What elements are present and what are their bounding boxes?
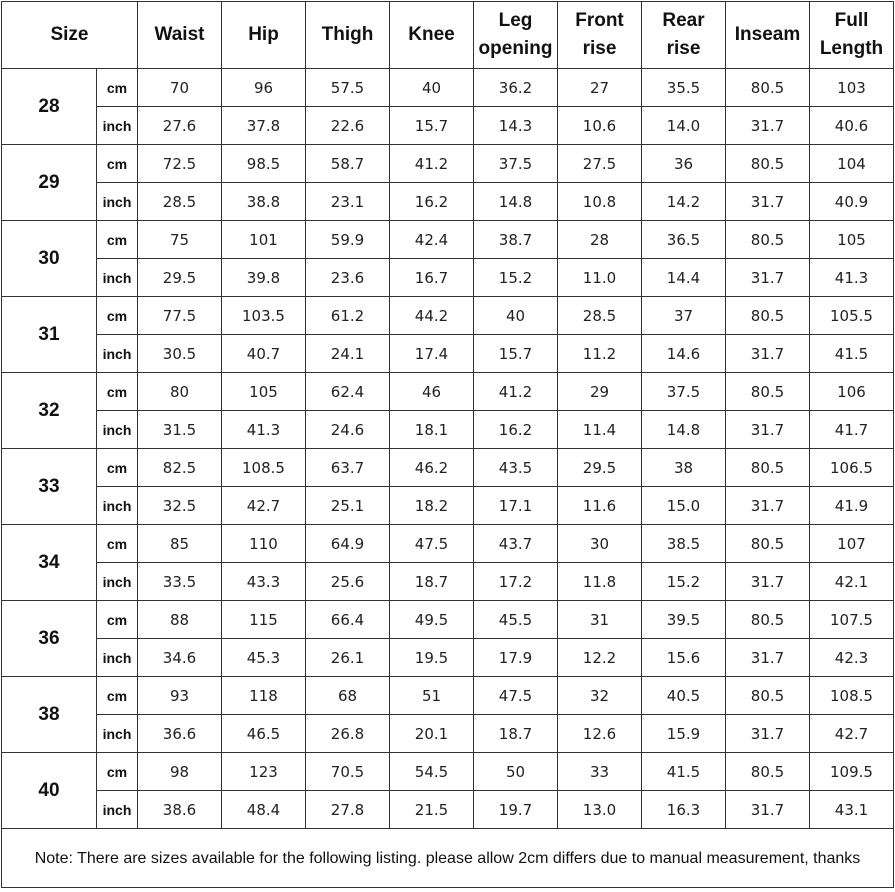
measurement-cell: 103.5 <box>222 297 306 335</box>
measurement-cell: 31.7 <box>726 487 810 525</box>
measurement-cell: 25.6 <box>306 563 390 601</box>
measurement-cell: 27.6 <box>138 107 222 145</box>
measurement-cell: 15.2 <box>474 259 558 297</box>
unit-label: inch <box>97 183 138 221</box>
measurement-cell: 48.4 <box>222 791 306 829</box>
unit-label: inch <box>97 487 138 525</box>
measurement-cell: 96 <box>222 69 306 107</box>
header-size: Size <box>2 2 138 69</box>
measurement-cell: 43.3 <box>222 563 306 601</box>
table-row <box>2 145 894 183</box>
measurement-cell: 31.7 <box>726 791 810 829</box>
table-row <box>2 753 894 791</box>
measurement-cell: 24.6 <box>306 411 390 449</box>
measurement-cell: 43.1 <box>810 791 894 829</box>
measurement-cell: 70 <box>138 69 222 107</box>
header-full-length-line1: Full <box>834 10 869 31</box>
measurement-cell: 13.0 <box>558 791 642 829</box>
unit-label: cm <box>97 753 138 791</box>
measurement-cell: 28 <box>558 221 642 259</box>
measurement-cell: 22.6 <box>306 107 390 145</box>
measurement-cell: 42.7 <box>810 715 894 753</box>
measurement-cell: 18.7 <box>474 715 558 753</box>
measurement-cell: 21.5 <box>390 791 474 829</box>
measurement-cell: 80.5 <box>726 373 810 411</box>
header-front-rise-line2: rise <box>582 38 617 59</box>
measurement-cell: 123 <box>222 753 306 791</box>
measurement-cell: 70.5 <box>306 753 390 791</box>
measurement-cell: 17.9 <box>474 639 558 677</box>
measurement-cell: 41.9 <box>810 487 894 525</box>
size-label: 28 <box>2 69 97 145</box>
measurement-cell: 14.4 <box>642 259 726 297</box>
measurement-cell: 18.7 <box>390 563 474 601</box>
measurement-cell: 15.6 <box>642 639 726 677</box>
measurement-cell: 42.7 <box>222 487 306 525</box>
measurement-cell: 18.2 <box>390 487 474 525</box>
measurement-cell: 33 <box>558 753 642 791</box>
header-rear-rise <box>642 2 726 69</box>
unit-label: cm <box>97 677 138 715</box>
measurement-cell: 41.2 <box>474 373 558 411</box>
measurement-cell: 108.5 <box>222 449 306 487</box>
measurement-cell: 98 <box>138 753 222 791</box>
measurement-cell: 98.5 <box>222 145 306 183</box>
measurement-cell: 38.8 <box>222 183 306 221</box>
note-text: Note: There are sizes available for the following listing. please allow 2cm differs due to manual measurement, thanks <box>2 829 894 888</box>
table-row <box>2 297 894 335</box>
measurement-cell: 107.5 <box>810 601 894 639</box>
size-label: 33 <box>2 449 97 525</box>
measurement-cell: 93 <box>138 677 222 715</box>
size-chart-table <box>1 1 894 888</box>
measurement-cell: 19.7 <box>474 791 558 829</box>
unit-label: cm <box>97 525 138 563</box>
measurement-cell: 108.5 <box>810 677 894 715</box>
table-row <box>2 525 894 563</box>
header-rear-rise-line2: rise <box>666 38 701 59</box>
measurement-cell: 30.5 <box>138 335 222 373</box>
measurement-cell: 54.5 <box>390 753 474 791</box>
measurement-cell: 15.7 <box>390 107 474 145</box>
measurement-cell: 80.5 <box>726 69 810 107</box>
table-row <box>2 411 894 449</box>
measurement-cell: 62.4 <box>306 373 390 411</box>
table-row <box>2 69 894 107</box>
measurement-cell: 31.7 <box>726 411 810 449</box>
table-row <box>2 487 894 525</box>
header-leg-opening-line1: Leg <box>498 10 533 31</box>
measurement-cell: 77.5 <box>138 297 222 335</box>
unit-label: cm <box>97 373 138 411</box>
table-row <box>2 677 894 715</box>
measurement-cell: 41.7 <box>810 411 894 449</box>
measurement-cell: 38 <box>642 449 726 487</box>
measurement-cell: 17.4 <box>390 335 474 373</box>
unit-label: cm <box>97 297 138 335</box>
measurement-cell: 28.5 <box>558 297 642 335</box>
measurement-cell: 107 <box>810 525 894 563</box>
measurement-cell: 38.5 <box>642 525 726 563</box>
table-row <box>2 715 894 753</box>
measurement-cell: 41.3 <box>810 259 894 297</box>
measurement-cell: 66.4 <box>306 601 390 639</box>
measurement-cell: 46.5 <box>222 715 306 753</box>
unit-label: inch <box>97 335 138 373</box>
measurement-cell: 106.5 <box>810 449 894 487</box>
measurement-cell: 10.8 <box>558 183 642 221</box>
measurement-cell: 36.2 <box>474 69 558 107</box>
header-inseam: Inseam <box>726 2 810 69</box>
measurement-cell: 16.7 <box>390 259 474 297</box>
measurement-cell: 32 <box>558 677 642 715</box>
header-waist: Waist <box>138 2 222 69</box>
measurement-cell: 15.2 <box>642 563 726 601</box>
measurement-cell: 11.2 <box>558 335 642 373</box>
measurement-cell: 104 <box>810 145 894 183</box>
size-label: 36 <box>2 601 97 677</box>
measurement-cell: 38.6 <box>138 791 222 829</box>
measurement-cell: 11.6 <box>558 487 642 525</box>
table-row <box>2 791 894 829</box>
measurement-cell: 46.2 <box>390 449 474 487</box>
unit-label: cm <box>97 601 138 639</box>
measurement-cell: 41.5 <box>642 753 726 791</box>
measurement-cell: 50 <box>474 753 558 791</box>
measurement-cell: 12.2 <box>558 639 642 677</box>
measurement-cell: 42.3 <box>810 639 894 677</box>
measurement-cell: 105.5 <box>810 297 894 335</box>
header-row <box>2 2 894 69</box>
measurement-cell: 105 <box>810 221 894 259</box>
measurement-cell: 11.8 <box>558 563 642 601</box>
measurement-cell: 31.7 <box>726 107 810 145</box>
measurement-cell: 16.3 <box>642 791 726 829</box>
measurement-cell: 64.9 <box>306 525 390 563</box>
measurement-cell: 42.1 <box>810 563 894 601</box>
measurement-cell: 36.6 <box>138 715 222 753</box>
table-row <box>2 449 894 487</box>
measurement-cell: 43.7 <box>474 525 558 563</box>
unit-label: inch <box>97 411 138 449</box>
measurement-cell: 15.0 <box>642 487 726 525</box>
measurement-cell: 16.2 <box>474 411 558 449</box>
measurement-cell: 12.6 <box>558 715 642 753</box>
unit-label: inch <box>97 107 138 145</box>
measurement-cell: 75 <box>138 221 222 259</box>
measurement-cell: 105 <box>222 373 306 411</box>
measurement-cell: 40.7 <box>222 335 306 373</box>
measurement-cell: 15.9 <box>642 715 726 753</box>
measurement-cell: 31.7 <box>726 183 810 221</box>
measurement-cell: 72.5 <box>138 145 222 183</box>
measurement-cell: 80.5 <box>726 677 810 715</box>
measurement-cell: 109.5 <box>810 753 894 791</box>
table-row <box>2 373 894 411</box>
measurement-cell: 39.8 <box>222 259 306 297</box>
measurement-cell: 43.5 <box>474 449 558 487</box>
size-label: 40 <box>2 753 97 829</box>
measurement-cell: 63.7 <box>306 449 390 487</box>
measurement-cell: 41.3 <box>222 411 306 449</box>
measurement-cell: 59.9 <box>306 221 390 259</box>
table-row <box>2 221 894 259</box>
measurement-cell: 14.6 <box>642 335 726 373</box>
measurement-cell: 45.3 <box>222 639 306 677</box>
measurement-cell: 31.7 <box>726 639 810 677</box>
measurement-cell: 51 <box>390 677 474 715</box>
measurement-cell: 35.5 <box>642 69 726 107</box>
header-thigh: Thigh <box>306 2 390 69</box>
measurement-cell: 27.8 <box>306 791 390 829</box>
header-full-length-line2: Length <box>819 38 884 59</box>
measurement-cell: 14.2 <box>642 183 726 221</box>
measurement-cell: 37.5 <box>474 145 558 183</box>
measurement-cell: 18.1 <box>390 411 474 449</box>
unit-label: cm <box>97 221 138 259</box>
measurement-cell: 23.1 <box>306 183 390 221</box>
measurement-cell: 14.3 <box>474 107 558 145</box>
unit-label: cm <box>97 449 138 487</box>
measurement-cell: 103 <box>810 69 894 107</box>
measurement-cell: 80.5 <box>726 449 810 487</box>
table-row <box>2 183 894 221</box>
measurement-cell: 80.5 <box>726 601 810 639</box>
measurement-cell: 27.5 <box>558 145 642 183</box>
measurement-cell: 31 <box>558 601 642 639</box>
table-row <box>2 563 894 601</box>
measurement-cell: 80.5 <box>726 525 810 563</box>
measurement-cell: 14.0 <box>642 107 726 145</box>
measurement-cell: 37.5 <box>642 373 726 411</box>
measurement-cell: 26.8 <box>306 715 390 753</box>
measurement-cell: 32.5 <box>138 487 222 525</box>
measurement-cell: 23.6 <box>306 259 390 297</box>
table-row <box>2 601 894 639</box>
measurement-cell: 68 <box>306 677 390 715</box>
header-leg-opening-line2: opening <box>478 38 553 59</box>
measurement-cell: 57.5 <box>306 69 390 107</box>
unit-label: inch <box>97 715 138 753</box>
measurement-cell: 40 <box>474 297 558 335</box>
measurement-cell: 37.8 <box>222 107 306 145</box>
measurement-cell: 29.5 <box>138 259 222 297</box>
measurement-cell: 37 <box>642 297 726 335</box>
measurement-cell: 49.5 <box>390 601 474 639</box>
measurement-cell: 31.7 <box>726 563 810 601</box>
measurement-cell: 47.5 <box>390 525 474 563</box>
measurement-cell: 29.5 <box>558 449 642 487</box>
measurement-cell: 33.5 <box>138 563 222 601</box>
note-row <box>2 829 894 888</box>
measurement-cell: 36.5 <box>642 221 726 259</box>
measurement-cell: 36 <box>642 145 726 183</box>
measurement-cell: 88 <box>138 601 222 639</box>
header-hip: Hip <box>222 2 306 69</box>
measurement-cell: 115 <box>222 601 306 639</box>
measurement-cell: 41.5 <box>810 335 894 373</box>
measurement-cell: 42.4 <box>390 221 474 259</box>
table-row <box>2 639 894 677</box>
measurement-cell: 101 <box>222 221 306 259</box>
measurement-cell: 80.5 <box>726 297 810 335</box>
measurement-cell: 80.5 <box>726 221 810 259</box>
size-label: 32 <box>2 373 97 449</box>
size-label: 34 <box>2 525 97 601</box>
measurement-cell: 15.7 <box>474 335 558 373</box>
header-front-rise <box>558 2 642 69</box>
measurement-cell: 11.4 <box>558 411 642 449</box>
measurement-cell: 11.0 <box>558 259 642 297</box>
measurement-cell: 46 <box>390 373 474 411</box>
measurement-cell: 40.6 <box>810 107 894 145</box>
measurement-cell: 80.5 <box>726 145 810 183</box>
measurement-cell: 40.9 <box>810 183 894 221</box>
measurement-cell: 28.5 <box>138 183 222 221</box>
measurement-cell: 14.8 <box>474 183 558 221</box>
table-row <box>2 107 894 145</box>
measurement-cell: 41.2 <box>390 145 474 183</box>
unit-label: inch <box>97 259 138 297</box>
measurement-cell: 25.1 <box>306 487 390 525</box>
measurement-cell: 58.7 <box>306 145 390 183</box>
measurement-cell: 40 <box>390 69 474 107</box>
unit-label: cm <box>97 69 138 107</box>
measurement-cell: 19.5 <box>390 639 474 677</box>
unit-label: inch <box>97 791 138 829</box>
measurement-cell: 110 <box>222 525 306 563</box>
measurement-cell: 31.7 <box>726 259 810 297</box>
measurement-cell: 85 <box>138 525 222 563</box>
header-full-length <box>810 2 894 69</box>
measurement-cell: 34.6 <box>138 639 222 677</box>
measurement-cell: 20.1 <box>390 715 474 753</box>
measurement-cell: 30 <box>558 525 642 563</box>
measurement-cell: 29 <box>558 373 642 411</box>
unit-label: inch <box>97 563 138 601</box>
measurement-cell: 118 <box>222 677 306 715</box>
size-label: 38 <box>2 677 97 753</box>
size-chart-body <box>2 69 894 829</box>
unit-label: inch <box>97 639 138 677</box>
measurement-cell: 24.1 <box>306 335 390 373</box>
unit-label: cm <box>97 145 138 183</box>
measurement-cell: 17.1 <box>474 487 558 525</box>
measurement-cell: 40.5 <box>642 677 726 715</box>
measurement-cell: 10.6 <box>558 107 642 145</box>
measurement-cell: 17.2 <box>474 563 558 601</box>
measurement-cell: 45.5 <box>474 601 558 639</box>
measurement-cell: 31.7 <box>726 715 810 753</box>
table-row <box>2 259 894 297</box>
header-rear-rise-line1: Rear <box>662 10 705 31</box>
measurement-cell: 47.5 <box>474 677 558 715</box>
measurement-cell: 14.8 <box>642 411 726 449</box>
measurement-cell: 80 <box>138 373 222 411</box>
header-knee: Knee <box>390 2 474 69</box>
header-leg-opening <box>474 2 558 69</box>
measurement-cell: 26.1 <box>306 639 390 677</box>
measurement-cell: 44.2 <box>390 297 474 335</box>
measurement-cell: 39.5 <box>642 601 726 639</box>
size-label: 29 <box>2 145 97 221</box>
measurement-cell: 16.2 <box>390 183 474 221</box>
table-row <box>2 335 894 373</box>
measurement-cell: 61.2 <box>306 297 390 335</box>
measurement-cell: 82.5 <box>138 449 222 487</box>
measurement-cell: 80.5 <box>726 753 810 791</box>
size-label: 31 <box>2 297 97 373</box>
measurement-cell: 106 <box>810 373 894 411</box>
header-front-rise-line1: Front <box>575 10 624 31</box>
measurement-cell: 27 <box>558 69 642 107</box>
measurement-cell: 31.7 <box>726 335 810 373</box>
measurement-cell: 38.7 <box>474 221 558 259</box>
size-label: 30 <box>2 221 97 297</box>
measurement-cell: 31.5 <box>138 411 222 449</box>
